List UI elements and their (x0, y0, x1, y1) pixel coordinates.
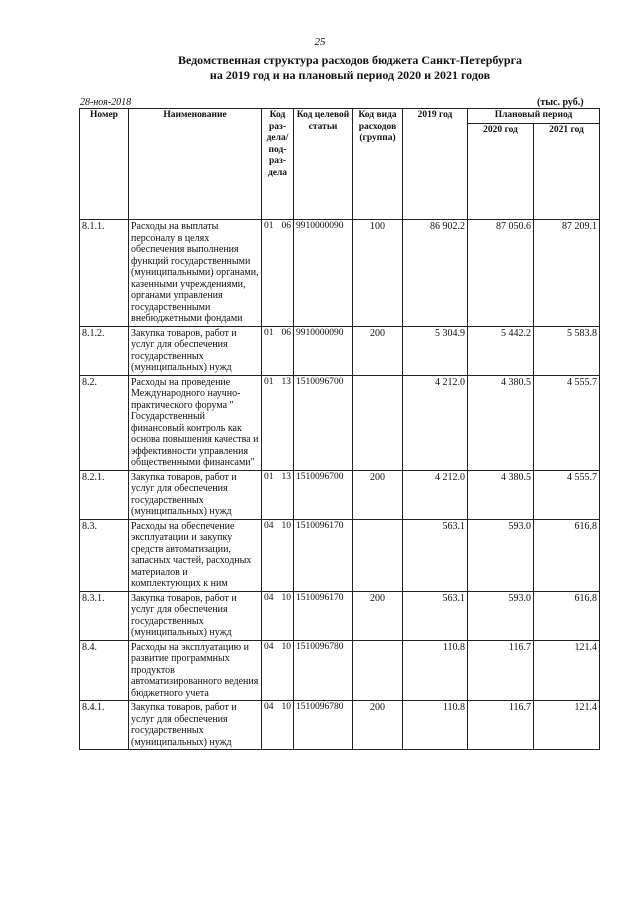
section-code: 04 (264, 702, 274, 712)
table-row (80, 375, 600, 470)
row-name: Закупка товаров, работ и услуг для обеспечения государственных (муниципальных) нужд (129, 591, 262, 640)
row-name: Расходы на обеспечение эксплуатации и закупку средств автоматизации, запасных частей, расходных материалов и комплектующих к ним (129, 519, 262, 591)
row-amount-2020: 87 050.6 (468, 220, 534, 327)
row-section-code (262, 701, 294, 750)
row-section-code (262, 640, 294, 701)
row-expense-type (353, 375, 403, 470)
row-expense-type (353, 640, 403, 701)
table-row (80, 519, 600, 591)
title-line-2: на 2019 год и на плановый период 2020 и 2021 годов (209, 68, 491, 82)
row-amount-2019: 110.8 (403, 701, 468, 750)
row-name: Закупка товаров, работ и услуг для обеспечения государственных (муниципальных) нужд (129, 701, 262, 750)
row-section-code (262, 470, 294, 519)
row-expense-type: 200 (353, 591, 403, 640)
row-target-code: 1510096170 (294, 591, 353, 640)
row-amount-2020: 116.7 (468, 701, 534, 750)
section-code: 04 (264, 592, 274, 603)
table-header (80, 109, 600, 220)
row-name: Расходы на эксплуатацию и развитие программных продуктов автоматизированного ведения бюджетного учета (129, 640, 262, 701)
header-expense-type: Код вида расходов (группа) (353, 109, 403, 220)
title-line-1: Ведомственная структура расходов бюджета Санкт-Петербурга (177, 53, 523, 67)
row-number: 8.4. (80, 640, 129, 701)
document-date: 28-ноя-2018 (80, 97, 132, 108)
row-amount-2019: 4 212.0 (403, 375, 468, 470)
row-section-code (262, 220, 294, 327)
row-amount-2021: 121.4 (534, 701, 600, 750)
row-target-code: 1510096700 (294, 375, 353, 470)
row-number: 8.2. (80, 375, 129, 470)
row-target-code: 1510096170 (294, 519, 353, 591)
row-amount-2019: 110.8 (403, 640, 468, 701)
subsection-code: 13 (281, 376, 291, 387)
table-row (80, 701, 600, 750)
table-row (80, 640, 600, 701)
row-section-code (262, 591, 294, 640)
table-row (80, 591, 600, 640)
page-number: 25 (314, 36, 326, 48)
row-name: Расходы на выплаты персоналу в целях обеспечения выполнения функций государственными (муниципальными) органами, казенными учреждениями, органами управления государственными внебюджетными фондами (129, 220, 262, 327)
row-expense-type: 200 (353, 470, 403, 519)
row-section-code (262, 519, 294, 591)
subsection-code: 13 (281, 471, 291, 482)
section-code: 01 (264, 221, 274, 231)
document-title (60, 53, 640, 83)
subsection-code: 10 (281, 702, 291, 712)
section-code: 01 (264, 327, 274, 338)
row-amount-2020: 593.0 (468, 591, 534, 640)
row-amount-2020: 593.0 (468, 519, 534, 591)
row-expense-type (353, 519, 403, 591)
table-row (80, 220, 600, 327)
table-body (80, 220, 600, 750)
row-amount-2021: 4 555.7 (534, 470, 600, 519)
section-code: 04 (264, 520, 274, 531)
row-target-code: 1510096700 (294, 470, 353, 519)
row-amount-2021: 616.8 (534, 591, 600, 640)
row-amount-2019: 563.1 (403, 591, 468, 640)
header-plan-period: Плановый период (468, 109, 600, 124)
row-name: Закупка товаров, работ и услуг для обеспечения государственных (муниципальных) нужд (129, 470, 262, 519)
row-expense-type: 200 (353, 326, 403, 375)
subsection-code: 06 (281, 221, 291, 231)
subsection-code: 10 (281, 592, 291, 603)
row-target-code: 9910000090 (294, 326, 353, 375)
row-number: 8.1.1. (80, 220, 129, 327)
row-amount-2021: 4 555.7 (534, 375, 600, 470)
row-amount-2021: 5 583.8 (534, 326, 600, 375)
row-target-code: 1510096780 (294, 701, 353, 750)
row-amount-2021: 87 209.1 (534, 220, 600, 327)
row-amount-2020: 116.7 (468, 640, 534, 701)
row-name: Расходы на проведение Международного научно-практического форума " Государственный финансовый контроль как основа повышения качества и эффективности управления общественными финансами" (129, 375, 262, 470)
row-target-code: 1510096780 (294, 640, 353, 701)
row-number: 8.4.1. (80, 701, 129, 750)
row-number: 8.3.1. (80, 591, 129, 640)
row-amount-2019: 4 212.0 (403, 470, 468, 519)
table-row (80, 326, 600, 375)
row-amount-2021: 121.4 (534, 640, 600, 701)
units-label: (тыс. руб.) (537, 97, 584, 108)
section-code: 01 (264, 376, 274, 387)
row-amount-2021: 616.8 (534, 519, 600, 591)
row-target-code: 9910000090 (294, 220, 353, 327)
row-expense-type: 100 (353, 220, 403, 327)
row-number: 8.1.2. (80, 326, 129, 375)
header-section-code: Код раз-дела/ под-раз-дела (262, 109, 294, 220)
subsection-code: 10 (281, 641, 291, 652)
row-amount-2019: 5 304.9 (403, 326, 468, 375)
row-number: 8.3. (80, 519, 129, 591)
row-expense-type: 200 (353, 701, 403, 750)
header-target-code: Код целевой статьи (294, 109, 353, 220)
row-section-code (262, 375, 294, 470)
row-amount-2019: 563.1 (403, 519, 468, 591)
section-code: 04 (264, 641, 274, 652)
row-amount-2020: 5 442.2 (468, 326, 534, 375)
header-2020: 2020 год (468, 124, 534, 220)
header-2021: 2021 год (534, 124, 600, 220)
row-name: Закупка товаров, работ и услуг для обеспечения государственных (муниципальных) нужд (129, 326, 262, 375)
row-amount-2020: 4 380.5 (468, 470, 534, 519)
budget-table (79, 108, 600, 750)
header-number: Номер (80, 109, 129, 220)
table-row (80, 470, 600, 519)
header-name: Наименование (129, 109, 262, 220)
row-amount-2020: 4 380.5 (468, 375, 534, 470)
subsection-code: 10 (281, 520, 291, 531)
section-code: 01 (264, 471, 274, 482)
row-section-code (262, 326, 294, 375)
row-amount-2019: 86 902.2 (403, 220, 468, 327)
row-number: 8.2.1. (80, 470, 129, 519)
subsection-code: 06 (281, 327, 291, 338)
header-2019: 2019 год (403, 109, 468, 220)
